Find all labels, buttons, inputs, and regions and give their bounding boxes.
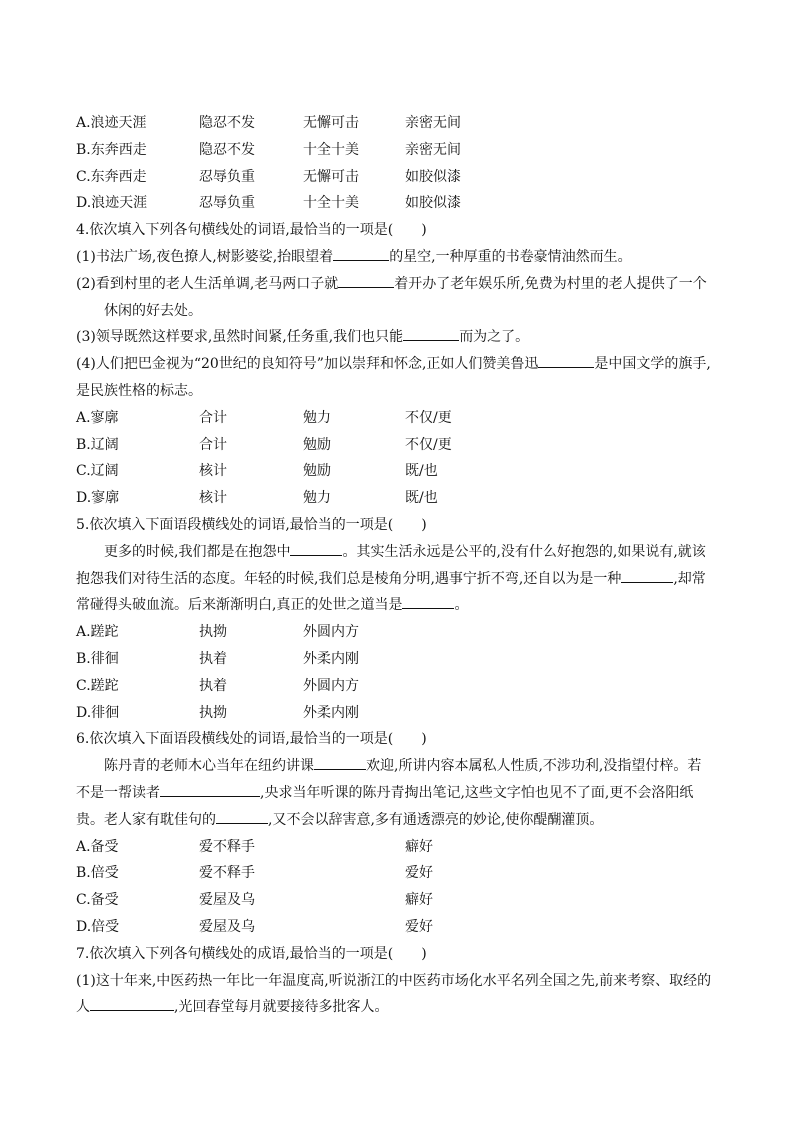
text: ,央求当年听课的陈丹青掏出笔记,这些文字怕也见不了面,更不会洛阳纸	[260, 784, 694, 801]
text: ,光回春堂每月就要接待多批客人。	[174, 999, 389, 1016]
option-cell: A.浪迹天涯	[76, 115, 147, 131]
option-row	[76, 673, 724, 700]
option-cell: 无懈可击	[303, 115, 359, 131]
paragraph-line	[76, 753, 724, 780]
question-stem: 5.依次填入下面语段横线处的词语,最恰当的一项是( )	[76, 516, 427, 533]
answer-blank	[621, 568, 673, 583]
option-cell: A.蹉跎	[76, 624, 119, 641]
text: 常碰得头破血流。后来渐渐明白,真正的处世之道当是	[76, 597, 403, 614]
answer-blank	[333, 246, 389, 261]
option-cell: 十全十美	[303, 141, 359, 158]
option-row	[76, 190, 724, 217]
text: 的星空,一种厚重的书卷豪情油然而生。	[389, 248, 632, 265]
option-cell: 勉励	[303, 463, 331, 480]
option-cell: 合计	[199, 436, 227, 453]
option-cell: C.蹉跎	[76, 677, 119, 694]
option-row	[76, 700, 724, 727]
question-7	[76, 941, 724, 1021]
option-row	[76, 137, 724, 164]
option-row	[76, 110, 724, 137]
q3-options	[76, 110, 724, 217]
option-cell: B.辽阔	[76, 436, 119, 453]
text: 贵。老人家有耽佳句的	[76, 811, 216, 828]
option-row	[76, 619, 724, 646]
option-row	[76, 458, 724, 485]
option-cell: 外圆内方	[303, 624, 359, 641]
sentence-cont: 是民族性格的标志。	[76, 382, 202, 399]
sentence	[76, 244, 724, 271]
question-stem: 7.依次填入下列各句横线处的成语,最恰当的一项是( )	[76, 945, 427, 962]
text: 更多的时候,我们都是在抱怨中	[104, 543, 291, 560]
option-cell: C.辽阔	[76, 463, 119, 480]
option-cell: 无懈可击	[303, 168, 359, 185]
answer-blank	[290, 541, 342, 556]
option-cell: 如胶似漆	[405, 195, 461, 212]
option-cell: C.东奔西走	[76, 168, 147, 185]
option-row	[76, 432, 724, 459]
document-page	[76, 110, 724, 1021]
sentence	[76, 271, 724, 298]
answer-blank	[403, 326, 459, 341]
text: 是中国文学的旗手,	[594, 356, 711, 373]
option-cell: 不仅/更	[405, 409, 452, 426]
paragraph-line	[76, 807, 724, 834]
text: (4)人们把巴金视为“20世纪的良知符号”加以崇拜和怀念,正如人们赞美鲁迅	[76, 356, 539, 373]
question-4	[76, 217, 724, 512]
sentence	[76, 324, 724, 351]
option-row	[76, 860, 724, 887]
option-cell: D.倍受	[76, 918, 120, 935]
text: 抱怨我们对待生活的态度。年轻的时候,我们总是棱角分明,遇事宁折不弯,还自以为是一种	[76, 570, 622, 587]
option-row	[76, 834, 724, 861]
sentence	[76, 351, 724, 378]
option-cell: 隐忍不发	[199, 141, 255, 158]
sentence-cont	[76, 994, 724, 1021]
option-cell: D.徘徊	[76, 704, 120, 721]
answer-blank	[314, 755, 366, 770]
option-cell: D.寥廓	[76, 490, 120, 507]
option-cell: B.东奔西走	[76, 141, 147, 158]
option-cell: 不仅/更	[405, 436, 452, 453]
answer-blank	[338, 273, 394, 288]
option-row	[76, 485, 724, 512]
option-cell: 忍辱负重	[199, 195, 255, 212]
option-cell: 隐忍不发	[199, 115, 255, 131]
answer-blank	[216, 809, 268, 824]
text: (2)看到村里的老人生活单调,老马两口子就	[76, 275, 339, 292]
option-cell: B.徘徊	[76, 650, 119, 667]
option-cell: 合计	[199, 409, 227, 426]
option-cell: 癖好	[405, 838, 433, 855]
question-stem: 4.依次填入下列各句横线处的词语,最恰当的一项是( )	[76, 222, 427, 239]
text: 陈丹青的老师木心当年在纽约讲课	[104, 758, 314, 775]
option-cell: D.浪迹天涯	[76, 195, 148, 212]
answer-blank	[538, 353, 594, 368]
option-cell: 如胶似漆	[405, 168, 461, 185]
option-cell: 勉力	[303, 490, 331, 507]
answer-blank	[402, 594, 454, 609]
option-cell: 勉力	[303, 409, 331, 426]
option-cell: 核计	[199, 463, 227, 480]
option-cell: 爱好	[405, 865, 433, 882]
text: ,却常	[673, 570, 706, 587]
option-row	[76, 646, 724, 673]
option-cell: A.备受	[76, 838, 119, 855]
option-cell: 亲密无间	[405, 141, 461, 158]
option-cell: 爱不释手	[199, 838, 255, 855]
option-cell: C.备受	[76, 892, 119, 909]
text: 而为之了。	[459, 329, 530, 346]
option-cell: 忍辱负重	[199, 168, 255, 185]
question-6	[76, 726, 724, 940]
option-row	[76, 405, 724, 432]
text: 不是一帮读者	[76, 784, 160, 801]
option-row	[76, 887, 724, 914]
question-5	[76, 512, 724, 726]
option-cell: 爱屋及乌	[199, 892, 255, 909]
answer-blank	[90, 996, 174, 1011]
sentence-cont: 休闲的好去处。	[104, 302, 202, 319]
option-row	[76, 164, 724, 191]
option-cell: 勉励	[303, 436, 331, 453]
text: 。	[454, 597, 469, 614]
option-cell: 执拗	[199, 704, 227, 721]
option-cell: 亲密无间	[405, 115, 461, 131]
text: (1)书法广场,夜色撩人,树影婆娑,抬眼望着	[76, 248, 334, 265]
text: 欢迎,所讲内容本属私人性质,不涉功利,没指望付梓。若	[366, 758, 702, 775]
text: 。其实生活永远是公平的,没有什么好抱怨的,如果说有,就该	[342, 543, 706, 560]
option-cell: 执着	[199, 677, 227, 694]
paragraph-line	[76, 780, 724, 807]
option-cell: 癖好	[405, 892, 433, 909]
option-cell: 外柔内刚	[303, 704, 359, 721]
option-row	[76, 914, 724, 941]
text: ,又不会以辞害意,多有通透漂亮的妙论,使你醍醐灌顶。	[268, 811, 604, 828]
option-cell: 爱不释手	[199, 865, 255, 882]
text: 着开办了老年娱乐所,免费为村里的老人提供了一个	[394, 275, 707, 292]
option-cell: A.寥廓	[76, 409, 119, 426]
option-cell: 执拗	[199, 624, 227, 641]
option-cell: B.倍受	[76, 865, 119, 882]
option-cell: 既/也	[405, 490, 438, 507]
question-stem: 6.依次填入下面语段横线处的词语,最恰当的一项是( )	[76, 731, 427, 748]
text: 人	[76, 999, 90, 1016]
sentence: (1)这十年来,中医药热一年比一年温度高,听说浙江的中医药市场化水平名列全国之先,前来考察、取经的	[76, 972, 712, 989]
option-cell: 爱屋及乌	[199, 918, 255, 935]
option-cell: 爱好	[405, 918, 433, 935]
option-cell: 核计	[199, 490, 227, 507]
paragraph-line	[76, 539, 724, 566]
paragraph-line	[76, 566, 724, 593]
option-cell: 外柔内刚	[303, 650, 359, 667]
text: (3)领导既然这样要求,虽然时间紧,任务重,我们也只能	[76, 329, 404, 346]
paragraph-line	[76, 592, 724, 619]
option-cell: 既/也	[405, 463, 438, 480]
option-cell: 外圆内方	[303, 677, 359, 694]
option-cell: 执着	[199, 650, 227, 667]
answer-blank	[160, 782, 260, 797]
option-cell: 十全十美	[303, 195, 359, 212]
